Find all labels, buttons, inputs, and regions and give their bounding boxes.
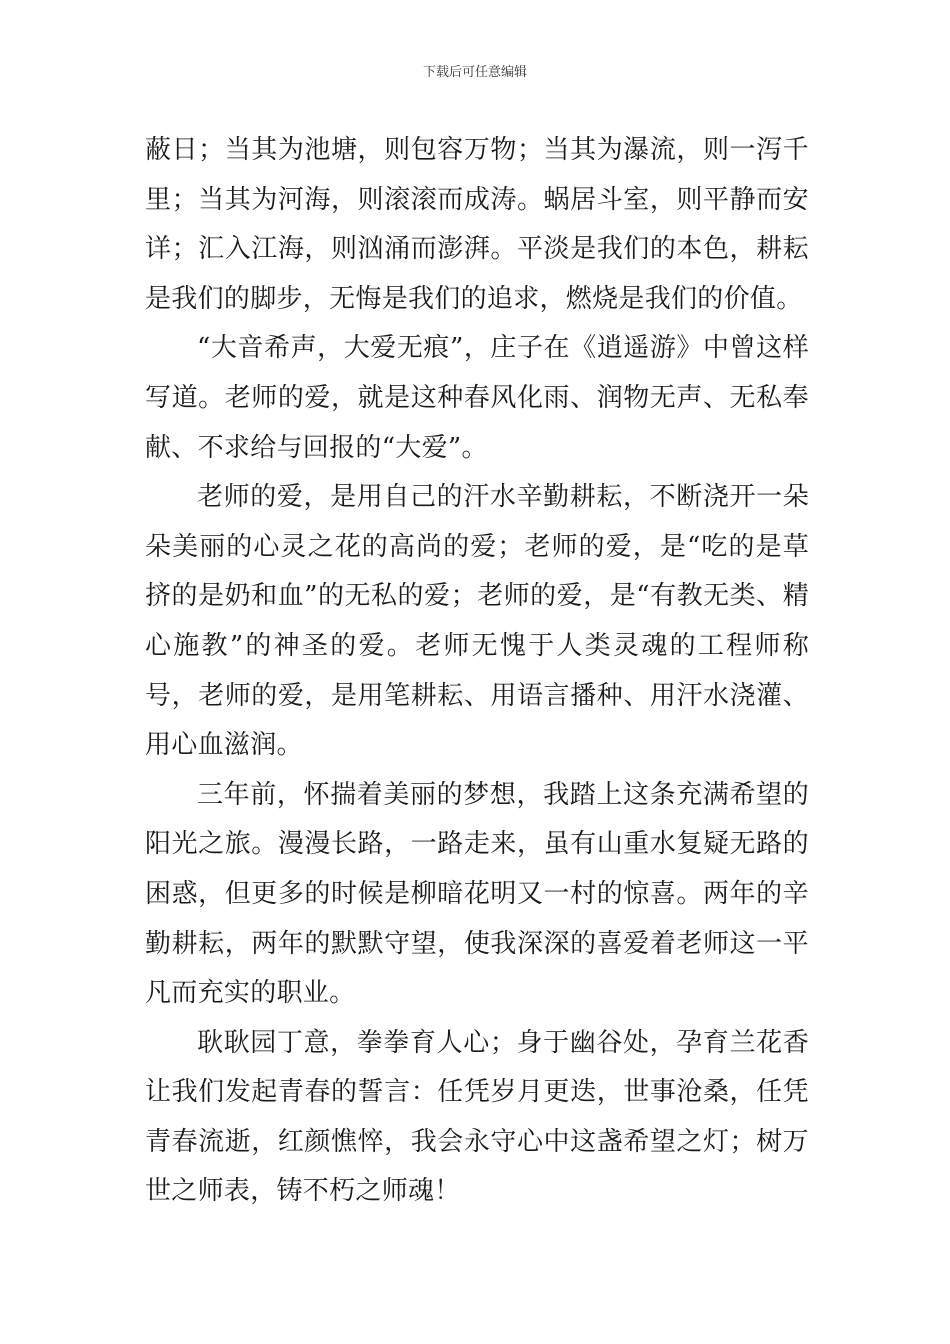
paragraph-1: 蔽日；当其为池塘，则包容万物；当其为瀑流，则一泻千里；当其为河海，则滚滚而成涛。蜗居斗室，则平静而安详；汇入江海，则汹涌而澎湃。平淡是我们的本色，耕耘是我们的脚步，无悔是我们的追求，燃烧是我们的价值。 — [145, 135, 809, 314]
paragraph-2: “大音希声，大爱无痕”，庄子在《逍遥游》中曾这样写道。老师的爱，就是这种春风化雨、润物无声、无私奉献、不求给与回报的“大爱”。 — [145, 333, 809, 463]
page-header: 下载后可任意编辑 — [422, 65, 527, 80]
paragraph-5: 耿耿园丁意，拳拳育人心；身于幽谷处，孕育兰花香让我们发起青春的誓言：任凭岁月更迭，世事沧桑，任凭青春流逝，红颜憔悴，我会永守心中这盏希望之灯；树万世之师表，铸不朽之师魂！ — [145, 1027, 809, 1207]
paragraph-4: 三年前，怀揣着美丽的梦想，我踏上这条充满希望的阳光之旅。漫漫长路，一路走来，虽有山重水复疑无路的困惑，但更多的时候是柳暗花明又一村的惊喜。两年的辛勤耕耘，两年的默默守望，使我深深的喜爱着老师这一平凡而充实的职业。 — [145, 779, 809, 1009]
paragraph-3: 老师的爱，是用自己的汗水辛勤耕耘，不断浇开一朵朵美丽的心灵之花的高尚的爱；老师的爱，是“吃的是草挤的是奶和血”的无私的爱；老师的爱，是“有教无类、精心施教”的神圣的爱。老师无愧于人类灵魂的工程师称号，老师的爱，是用笔耕耘、用语言播种、用汗水浇灌、用心血滋润。 — [145, 482, 809, 761]
document-body — [145, 126, 809, 1217]
